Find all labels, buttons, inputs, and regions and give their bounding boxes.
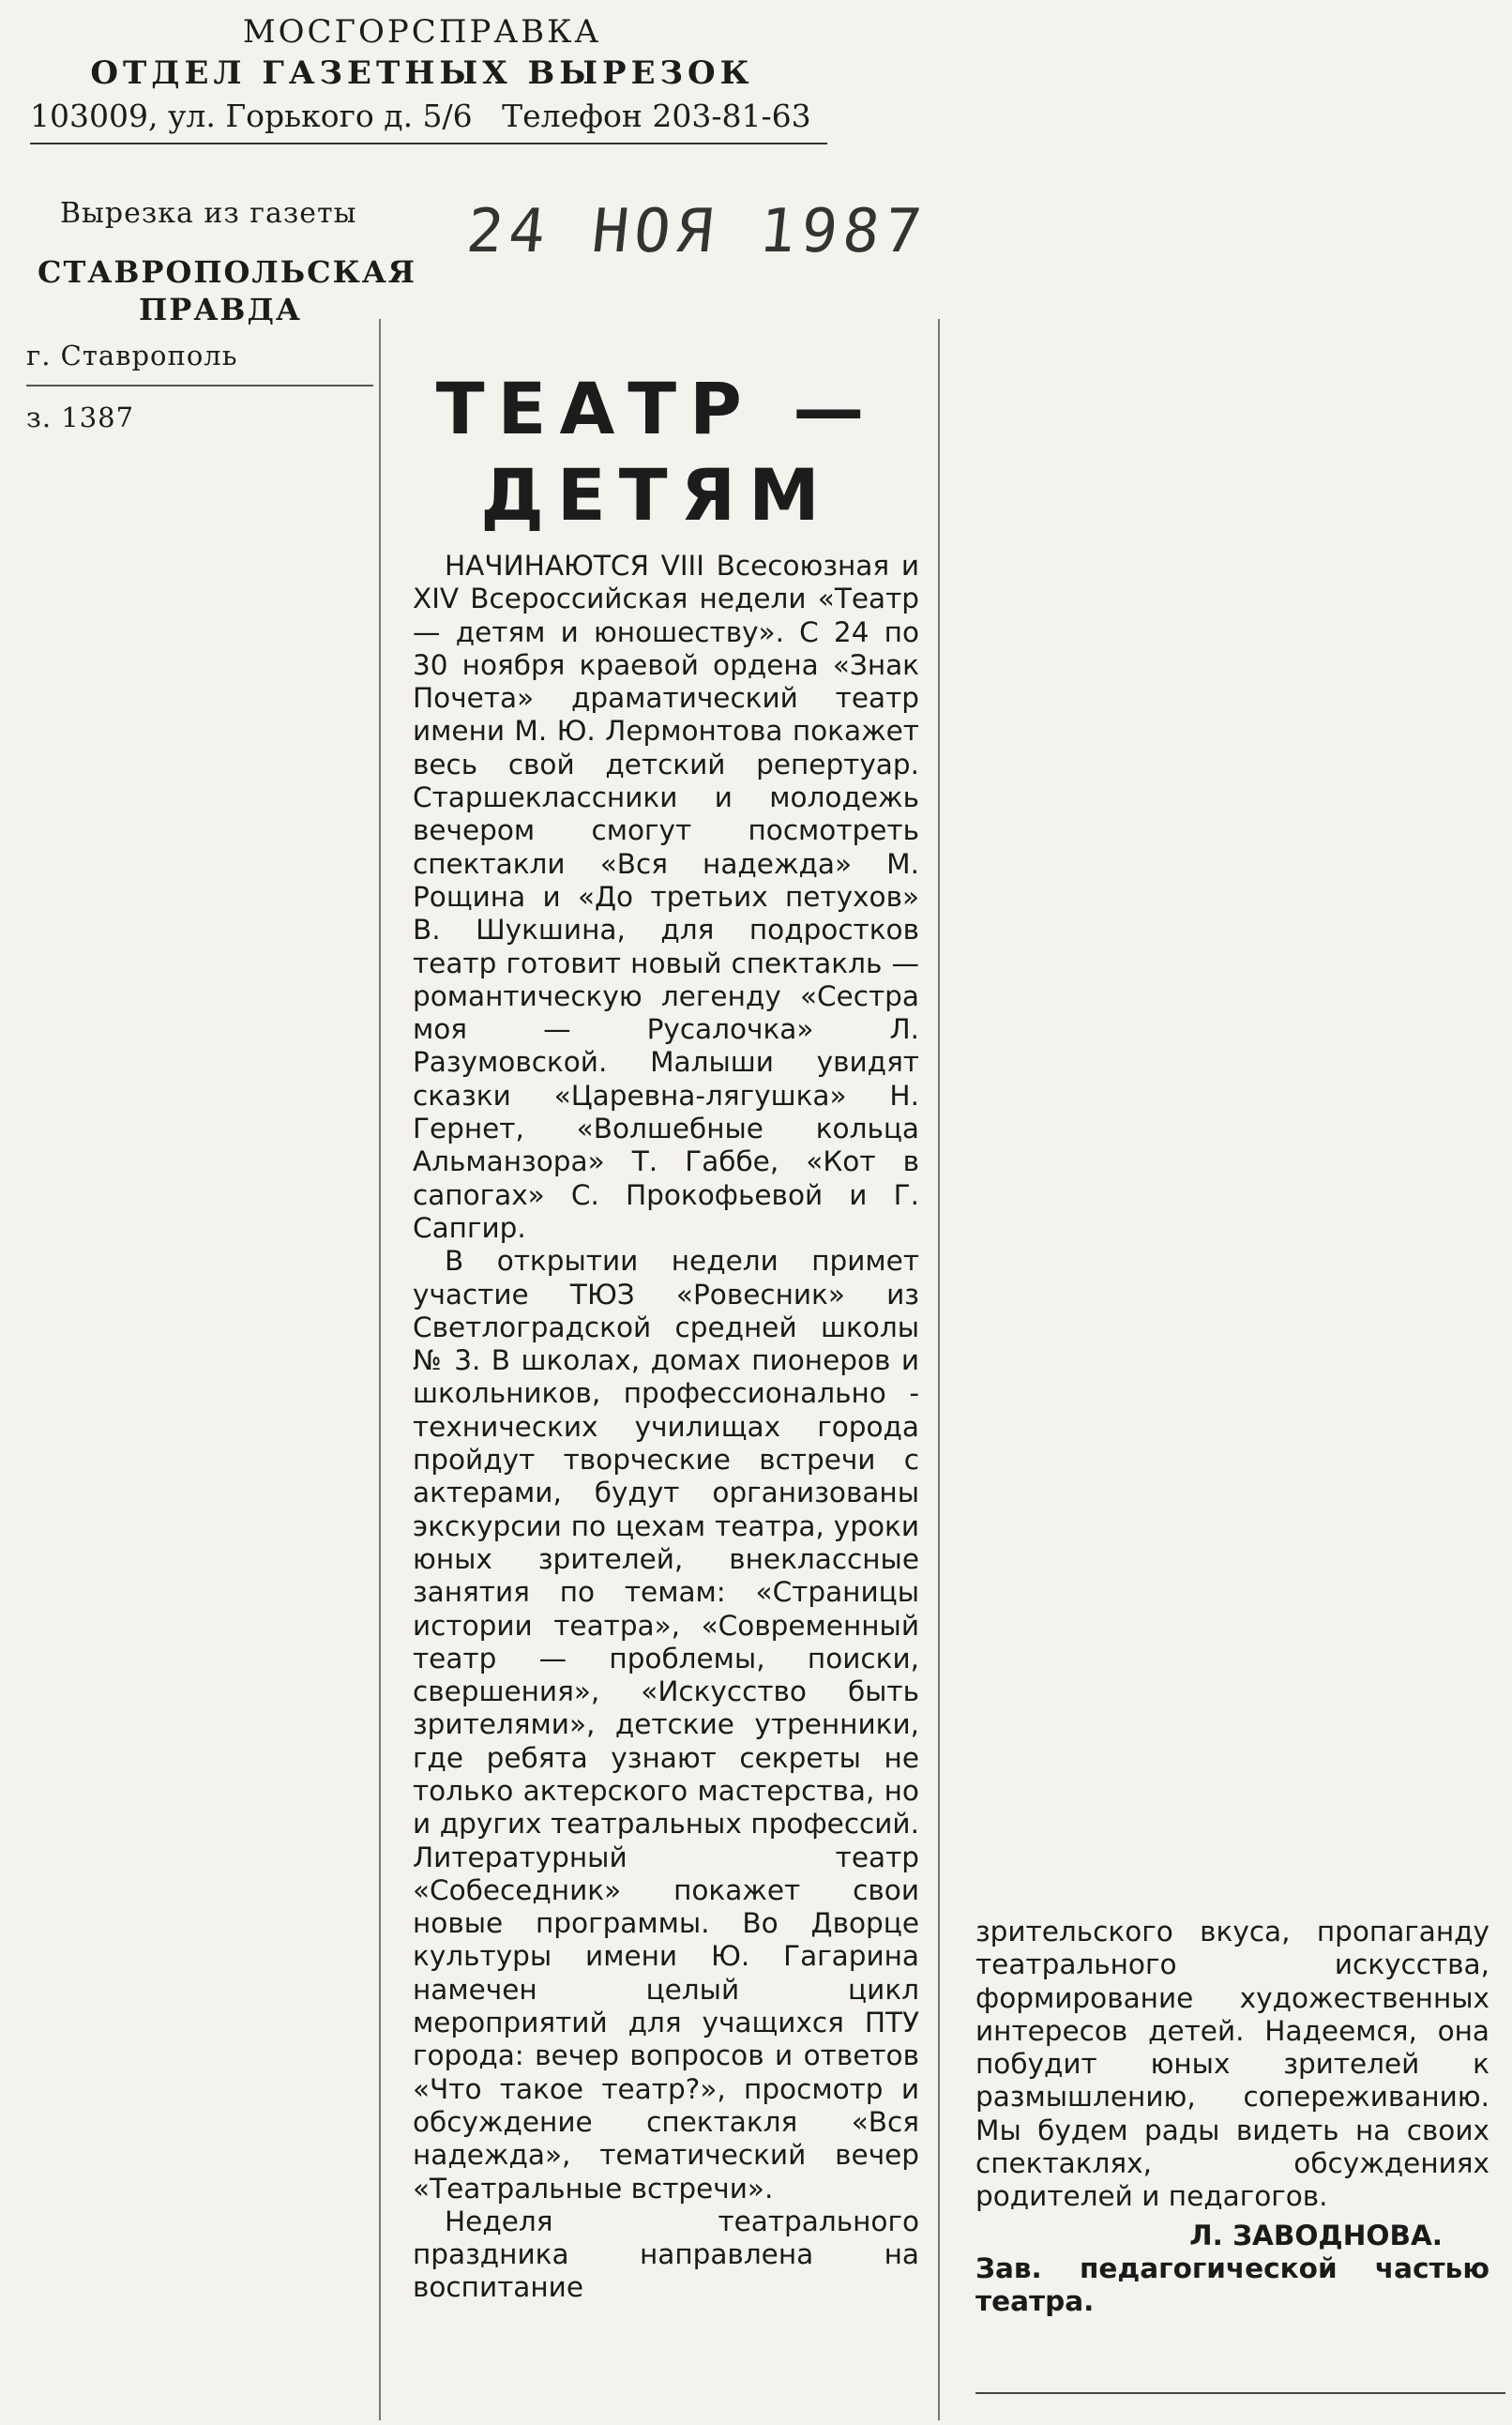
agency-address: 103009, ул. Горького д. 5/6 Телефон 203-81-63 <box>30 98 811 134</box>
headline-line-2: ДЕТЯМ <box>480 453 833 537</box>
column-rule-middle <box>938 319 940 2420</box>
source-divider <box>26 385 373 386</box>
article-column-main <box>413 550 919 2305</box>
article-paragraph-2: В открытии недели примет участие ТЮЗ «Ровесник» из Светлоградской средней школы № 3. В школах, домах пионеров и школьников, профессионально - технических училищах города пройдут творческие встречи с актерами, будут организованы экскурсии по цехам театра, уроки юных зрителей, внеклассные занятия по темам: «Страницы истории театра», «Современный театр — проблемы, поиски, свершения», «Искусство быть зрителями», детские утренники, где ребята узнают секреты не только актерского мастерства, но и других театральных профессий. Литературный театр «Собеседник» покажет свои новые программы. Во Дворце культуры имени Ю. Гагарина намечен целый цикл мероприятий для учащихся ПТУ города: вечер вопросов и ответов «Что такое театр?», просмотр и обсуждение спектакля «Вся надежда», тематический вечер «Театральные встречи». <box>413 1245 919 2205</box>
newspaper-name: СТАВРОПОЛЬСКАЯ ПРАВДА <box>38 254 416 327</box>
headline-line-1: ТЕАТР — <box>435 367 878 450</box>
article-paragraph-3-continued: зрительского вкуса, пропаганду театрального искусства, формирование художественных интересов детей. Надеемся, она побудит юных зрителей к размышлению, сопереживанию. Мы будем рады видеть на своих спектаклях, обсуждениях родителей и педагогов. <box>975 1916 1489 2213</box>
issue-number: з. 1387 <box>26 402 135 433</box>
article-end-rule <box>975 2392 1505 2394</box>
article-column-continued <box>975 1916 1489 2319</box>
article-paragraph-3-start: Неделя театрального праздника направлена на воспитание <box>413 2205 919 2304</box>
author-name: Л. ЗАВОДНОВА. <box>1189 2219 1443 2251</box>
article-paragraph-1: НАЧИНАЮТСЯ VIII Всесоюзная и XIV Всероссийская недели «Театр — детям и юношеству». С 24 по 30 ноября краевой ордена «Знак Почета» драматический театр имени М. Ю. Лермонтова покажет весь свой детский репертуар. Старшеклассники и молодежь вечером смогут посмотреть спектакли «Вся надежда» М. Рощина и «До третьих петухов» В. Шукшина, для подростков театр готовит новый спектакль — романтическую легенду «Сестра моя — Русалочка» Л. Разумовской. Малыши увидят сказки «Царевна-лягушка» Н. Гернет, «Волшебные кольца Альманзора» Т. Габбе, «Кот в сапогах» С. Прокофьевой и Г. Сапгир. <box>413 550 919 1244</box>
column-rule-left <box>379 319 381 2420</box>
agency-department: ОТДЕЛ ГАЗЕТНЫХ ВЫРЕЗОК <box>90 54 754 92</box>
date-stamp: 24 НОЯ 1987 <box>463 197 930 266</box>
agency-divider <box>30 143 827 144</box>
newspaper-city: г. Ставрополь <box>26 340 238 371</box>
agency-name: МОСГОРСПРАВКА <box>242 13 602 51</box>
source-label: Вырезка из газеты <box>60 197 357 230</box>
author-position: Зав. педагогической частью театра. <box>975 2251 1489 2318</box>
article-headline <box>385 366 929 538</box>
